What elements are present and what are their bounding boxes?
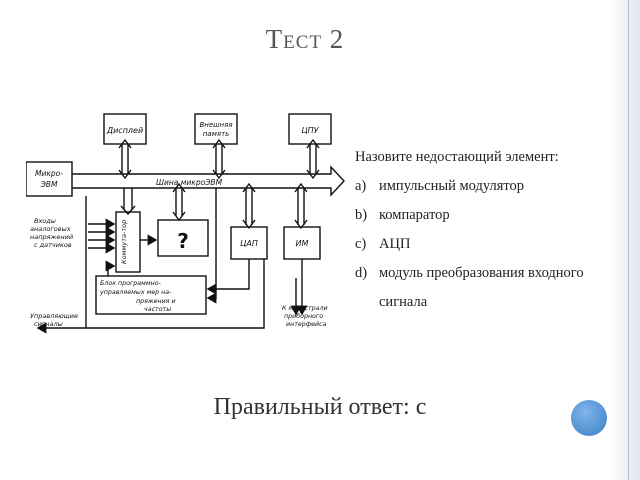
correct-answer: Правильный ответ: с <box>213 394 427 420</box>
commutator-label: Коммута-тор <box>120 219 128 264</box>
missing-element-mark: ? <box>177 229 189 253</box>
block-diagram <box>26 106 356 338</box>
ext-memory-label-2: память <box>202 130 230 138</box>
inputs-label-2: аналоговых <box>30 225 71 233</box>
dac-label: ЦАП <box>240 239 258 248</box>
question-prompt: Назовите недостающий элемент: <box>355 149 559 165</box>
option-letter: a) <box>355 178 367 194</box>
inputs-label-1: Входы <box>34 217 56 225</box>
option-text: модуль преобразования входного <box>379 265 584 281</box>
option-d-continued <box>355 288 584 317</box>
option-letter: b) <box>355 207 368 223</box>
micro-computer-box <box>26 162 72 196</box>
cpu-label: ЦПУ <box>301 126 319 135</box>
bus-label: Шина микроЭВМ <box>156 178 223 187</box>
option-letter: d) <box>355 265 368 281</box>
option-a <box>355 172 584 201</box>
control-signals-label-2: сигналы <box>34 320 63 328</box>
interface-label-2: приборного <box>284 313 324 320</box>
micro-label-1: Микро- <box>35 169 63 178</box>
block-label-1: Блок программно- <box>100 280 161 287</box>
option-text: сигнала <box>379 294 428 310</box>
im-label: ИМ <box>295 239 309 248</box>
interface-label-1: К магистрали <box>282 305 328 312</box>
option-text: компаратор <box>379 207 450 223</box>
decorative-circle-icon <box>571 400 607 436</box>
control-signals-label-1: Управляющие <box>30 312 79 320</box>
block-label-2: управляемых мер на- <box>100 289 172 296</box>
option-b <box>355 201 584 230</box>
option-d <box>355 259 584 288</box>
option-c <box>355 230 584 259</box>
micro-label-2: ЭВМ <box>40 180 58 189</box>
slide-title: Тест 2 <box>265 24 345 54</box>
option-text: АЦП <box>379 236 411 252</box>
inputs-label-3: напряжений <box>30 233 74 241</box>
ext-memory-label-1: Внешняя <box>199 121 233 129</box>
block-label-3: пряжения и <box>136 298 176 305</box>
option-text: импульсный модулятор <box>379 178 525 194</box>
block-label-4: частоты <box>144 306 172 313</box>
external-memory-box <box>195 114 237 144</box>
display-label: Дисплей <box>106 126 144 135</box>
interface-label-3: интерфейса <box>286 321 327 328</box>
option-letter <box>355 288 379 317</box>
question-block <box>355 143 584 317</box>
option-letter: c) <box>355 236 367 252</box>
inputs-label-4: с датчиков <box>34 241 72 249</box>
